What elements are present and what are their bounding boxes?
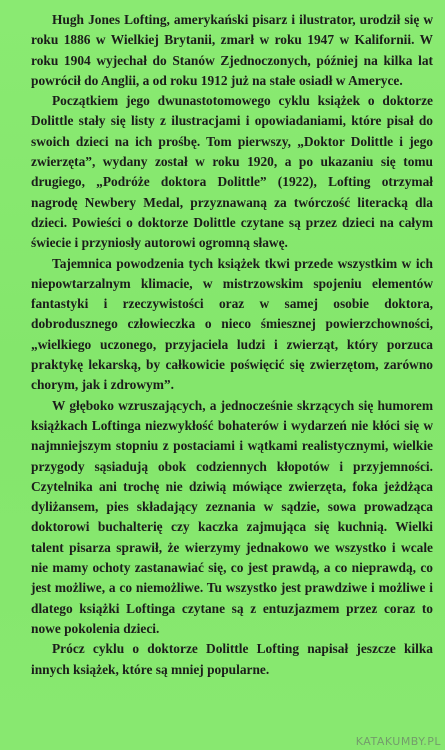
site-watermark: KATAKUMBY.PL bbox=[355, 735, 441, 748]
paragraph-biography: Hugh Jones Lofting, amerykański pisarz i ilustrator, urodził się w roku 1886 w Wielkiej Brytanii, zmarł w roku 1947 w Kalifornii. W roku 1904 wyjechał do Stanów Zjednoczonych, później na kilka lat powrócił do Anglii, a od roku 1912 już na stałe osiadł w Ameryce. bbox=[31, 12, 433, 88]
page-body-text bbox=[31, 10, 433, 680]
paragraph-series-origin: Początkiem jego dwunastotomowego cyklu książek o doktorze Dolittle stały się listy z ilustracjami i opowiadaniami, które pisał do swoich dzieci na ich prośbę. Tom pierwszy, „Doktor Dolittle i jego zwierzęta”, wydany został w roku 1920, a po ukazaniu się tomu drugiego, „Podróże doktora Dolittle” (1922), Lofting otrzymał nagrodę Newbery Medal, przyznawaną za twórczość literacką dla dzieci. Powieści o doktorze Dolittle czytane są przez dzieci na całym świecie i przyniosły autorowi ogromną sławę. bbox=[31, 93, 433, 251]
paragraph-other-books: Prócz cyklu o doktorze Dolittle Lofting napisał jeszcze kilka innych książek, które są mniej popularne. bbox=[31, 641, 433, 677]
paragraph-success-secret: Tajemnica powodzenia tych książek tkwi przede wszystkim w ich niepowtarzalnym klimacie, w mistrzowskim spojeniu elementów fantastyki i rzeczywistości oraz w samej osobie doktora, dobrodusznego człowieczka o nieco śmiesznej powierzchowności, „wielkiego uczonego, przyjaciela ludzi i zwierząt, który porzuca praktykę lekarską, by całkowicie poświęcić się zwierzętom, zarówno chorym, jak i zdrowym”. bbox=[31, 255, 433, 393]
paragraph-humor-and-realism: W głęboko wzruszających, a jednocześnie skrzących się humorem książkach Loftinga niezwykłość bohaterów i wydarzeń nie kłóci się w najmniejszym stopniu z postaciami i wątkami realistycznymi, wielkie przygody sąsiadują obok codziennych kłopotów i przyjemności. Czytelnika ani trochę nie dziwią mówiące zwierzęta, foka jeżdżąca dyliżansem, pies składający zeznania w sądzie, sowa prowadząca doktorowi buchalterię czy kaczka zajmująca się kuchnią. Wielki talent pisarza sprawił, że wierzymy jednakowo we wszystko i wcale nie mamy ochoty zastanawiać się, co jest prawdą, a co nieprawdą, co jest możliwe, a co niemożliwe. Tu wszystko jest prawdziwe i możliwe i dlatego książki Loftinga czytane są z entuzjazmem przez coraz to nowe pokolenia dzieci. bbox=[31, 397, 433, 636]
